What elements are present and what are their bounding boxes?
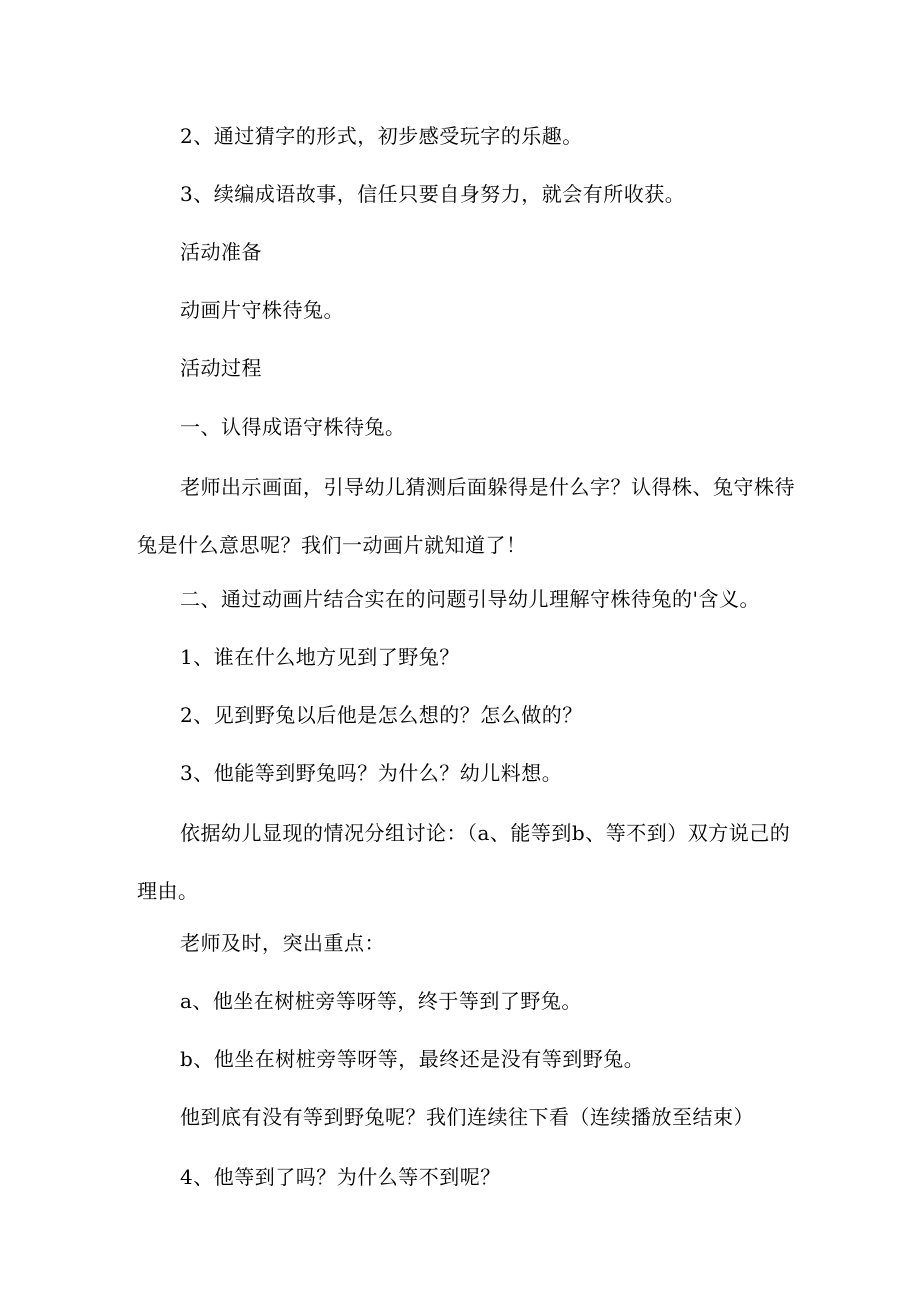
- paragraph-option-a: a、他坐在树桩旁等呀等，终于等到了野兔。: [180, 989, 582, 1013]
- heading-activity-process: 活动过程: [180, 356, 262, 380]
- paragraph-step-2: 二、通过动画片结合实在的问题引导幼儿理解守株待兔的'含义。: [180, 587, 760, 611]
- paragraph-teacher-shows: 老师出示画面，引导幼儿猜测后面躲得是什么字？认得株、兔守株待兔是什么意思呢？我们一动画片就知道了！: [137, 475, 795, 557]
- paragraph-question-1: 1、谁在什么地方见到了野兔？: [180, 645, 460, 669]
- paragraph-question-4: 4、他等到了吗？为什么等不到呢？: [180, 1165, 501, 1189]
- paragraph-step-1: 一、认得成语守株待兔。: [180, 415, 406, 439]
- paragraph-option-b: b、他坐在树桩旁等呀等，最终还是没有等到野兔。: [180, 1047, 645, 1071]
- paragraph-preparation: 动画片守株待兔。: [180, 298, 344, 322]
- paragraph-teacher-emphasis: 老师及时，突出重点：: [180, 931, 385, 955]
- paragraph-continue-watching: 他到底有没有等到野兔呢？我们连续往下看（连续播放至结束）: [180, 1105, 754, 1129]
- paragraph-group-discussion: 依据幼儿显现的情况分组讨论：（a、能等到b、等不到）双方说己的理由。: [137, 821, 791, 903]
- paragraph-objective-3: 3、续编成语故事，信任只要自身努力，就会有所收获。: [180, 182, 686, 206]
- paragraph-objective-2: 2、通过猜字的形式，初步感受玩字的乐趣。: [180, 124, 583, 148]
- paragraph-question-2: 2、见到野兔以后他是怎么想的？怎么做的？: [180, 703, 583, 727]
- heading-activity-preparation: 活动准备: [180, 240, 262, 264]
- paragraph-question-3: 3、他能等到野兔吗？为什么？幼儿料想。: [180, 761, 563, 785]
